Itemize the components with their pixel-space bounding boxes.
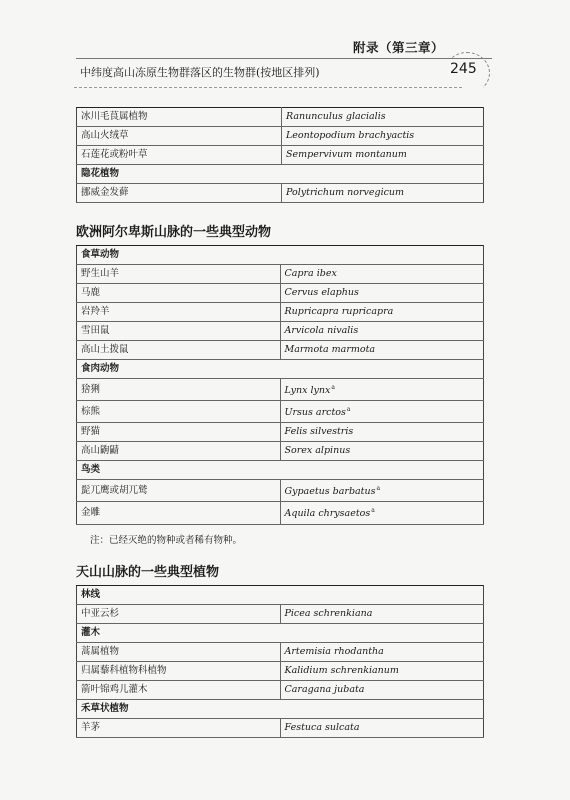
common-name: 野生山羊 xyxy=(77,265,281,284)
common-name: 高山鼩鼱 xyxy=(77,442,281,461)
footnote: 注：已经灭绝的物种或者稀有物种。 xyxy=(90,534,243,546)
latin-name: Kalidium schrenkianum xyxy=(284,664,399,676)
latin-name: Polytrichum norvegicum xyxy=(286,187,405,198)
category-row xyxy=(77,360,484,379)
category-row xyxy=(77,246,484,265)
latin-name: Felis silvestris xyxy=(284,426,354,438)
rare-species-mark: a xyxy=(346,406,351,414)
common-name: 羊茅 xyxy=(77,718,281,737)
latin-name-cell xyxy=(280,480,484,502)
common-name: 马鹿 xyxy=(77,284,281,303)
common-name: 金雕 xyxy=(77,502,281,524)
latin-name-cell xyxy=(282,146,484,165)
latin-name: Lynx lynx xyxy=(284,385,331,397)
latin-name-cell xyxy=(282,127,484,146)
latin-name: Festuca sulcata xyxy=(284,721,360,733)
latin-name-cell xyxy=(280,322,484,341)
table-row xyxy=(77,303,484,322)
latin-name-cell xyxy=(282,108,484,127)
common-name: 石莲花或粉叶草 xyxy=(77,146,282,165)
latin-name: Sorex alpinus xyxy=(284,445,351,457)
table-row xyxy=(77,379,484,401)
category-label: 灌木 xyxy=(77,623,484,642)
latin-name: Sempervivum montanum xyxy=(286,149,407,160)
category-row xyxy=(77,585,484,604)
table-row xyxy=(77,184,484,203)
page-body xyxy=(76,107,484,738)
category-label: 隐花植物 xyxy=(77,165,484,184)
latin-name: Picea schrenkiana xyxy=(284,607,373,619)
table-row xyxy=(77,108,484,127)
latin-name: Artemisia rhodantha xyxy=(284,645,384,657)
page-subtitle: 中纬度高山冻原生物群落区的生物群(按地区排列) xyxy=(80,66,320,79)
latin-name-cell xyxy=(280,284,484,303)
latin-name-cell xyxy=(280,423,484,442)
table-row xyxy=(77,680,484,699)
latin-name-cell xyxy=(280,680,484,699)
rare-species-mark: a xyxy=(376,485,381,493)
table-row xyxy=(77,322,484,341)
table-row xyxy=(77,265,484,284)
category-row xyxy=(77,165,484,184)
common-name: 中亚云杉 xyxy=(77,604,281,623)
latin-name-cell xyxy=(280,401,484,423)
category-label: 禾草状植物 xyxy=(77,699,484,718)
rare-species-mark: a xyxy=(371,507,375,515)
page-number: 245 xyxy=(450,61,477,77)
latin-name: Arvicola nivalis xyxy=(284,325,359,336)
common-name: 雪田鼠 xyxy=(77,322,281,341)
latin-name: Marmota marmota xyxy=(284,344,376,355)
header-rule xyxy=(76,58,492,59)
latin-name-cell xyxy=(280,303,484,322)
table-row xyxy=(77,480,484,502)
latin-name: Ranunculus glacialis xyxy=(286,111,386,122)
latin-name-cell xyxy=(280,661,484,680)
section-title-tianshan-plants: 天山山脉的一些典型植物 xyxy=(76,564,220,580)
table-row xyxy=(77,423,484,442)
latin-name-cell xyxy=(280,502,484,524)
table-row xyxy=(77,284,484,303)
latin-name: Gypaetus barbatus xyxy=(284,486,376,498)
common-name: 野猫 xyxy=(77,423,281,442)
table-row xyxy=(77,127,484,146)
common-name: 归属藜科植物科植物 xyxy=(77,661,281,680)
category-label: 食肉动物 xyxy=(77,360,484,379)
common-name: 冰川毛茛属植物 xyxy=(77,108,282,127)
latin-name: Ursus arctos xyxy=(284,407,346,419)
table-row xyxy=(77,642,484,661)
latin-name: Leontopodium brachyactis xyxy=(286,130,415,141)
section-title-alps-animals: 欧洲阿尔卑斯山脉的一些典型动物 xyxy=(76,225,272,240)
latin-name-cell xyxy=(280,718,484,737)
common-name: 箭叶锦鸡儿灌木 xyxy=(77,680,281,699)
common-name: 棕熊 xyxy=(77,401,281,423)
common-name: 高山土拨鼠 xyxy=(77,341,281,360)
table-row xyxy=(77,718,484,737)
common-name: 挪威金发藓 xyxy=(77,184,282,203)
latin-name: Capra ibex xyxy=(284,268,337,279)
header-dashed-rule xyxy=(74,87,462,88)
common-name: 高山火绒草 xyxy=(77,127,282,146)
table-row xyxy=(77,604,484,623)
category-row xyxy=(77,699,484,718)
common-name: 髭兀鹰或胡兀鹫 xyxy=(77,480,281,502)
latin-name-cell xyxy=(280,379,484,401)
table-alps-animals xyxy=(76,245,484,525)
category-label: 林线 xyxy=(77,585,484,604)
table-row xyxy=(77,401,484,423)
chapter-title: 附录（第三章） xyxy=(352,40,444,55)
table-row xyxy=(77,146,484,165)
latin-name-cell xyxy=(282,184,484,203)
common-name: 猞猁 xyxy=(77,379,281,401)
latin-name-cell xyxy=(280,642,484,661)
common-name: 岩羚羊 xyxy=(77,303,281,322)
category-row xyxy=(77,623,484,642)
table-row xyxy=(77,341,484,360)
rare-species-mark: a xyxy=(331,384,335,391)
latin-name: Rupricapra rupricapra xyxy=(284,306,394,317)
table-row xyxy=(77,502,484,524)
latin-name: Caragana jubata xyxy=(284,683,365,695)
category-row xyxy=(77,461,484,480)
latin-name-cell xyxy=(280,604,484,623)
table-tianshan-plants xyxy=(76,585,484,738)
latin-name-cell xyxy=(280,341,484,360)
table-row xyxy=(77,442,484,461)
category-label: 食草动物 xyxy=(77,246,484,265)
table-top xyxy=(76,107,484,203)
latin-name-cell xyxy=(280,265,484,284)
common-name: 蒿属植物 xyxy=(77,642,281,661)
latin-name: Aquila chrysaetos xyxy=(284,508,371,520)
category-label: 鸟类 xyxy=(77,461,484,480)
latin-name: Cervus elaphus xyxy=(284,287,359,298)
table-row xyxy=(77,661,484,680)
latin-name-cell xyxy=(280,442,484,461)
